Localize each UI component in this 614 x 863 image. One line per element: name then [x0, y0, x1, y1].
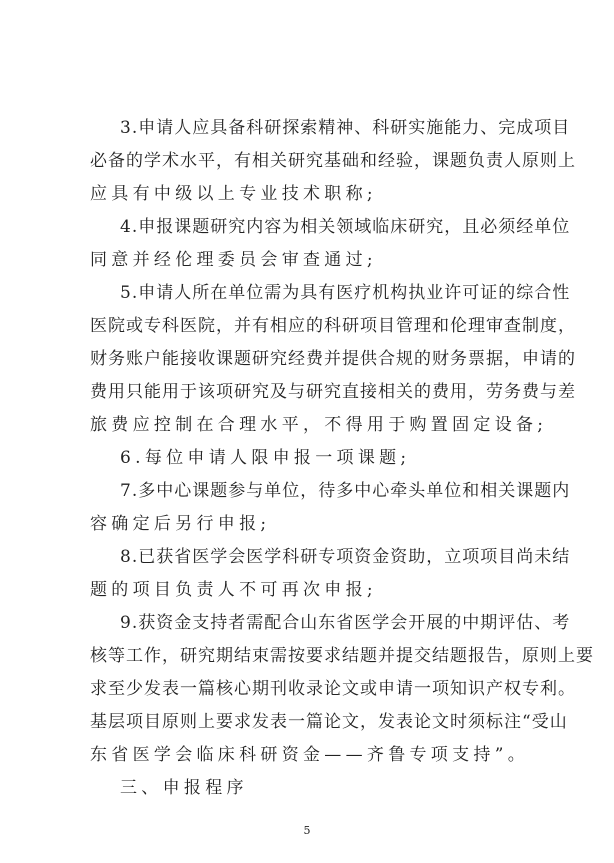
text-line: 东省医学会临床科研资金——齐鲁专项支持”。 — [90, 745, 529, 765]
text-line: 费用只能用于该项研究及与研究直接相关的费用，劳务费与差 — [90, 382, 576, 402]
text-line: 必备的学术水平，有相关研究基础和经验，课题负责人原则上 — [90, 151, 576, 171]
text-line: 5.申请人所在单位需为具有医疗机构执业许可证的综合性 — [120, 283, 571, 303]
text-line: 题的项目负责人不可再次申报; — [90, 580, 377, 600]
text-line: 6.每位申请人限申报一项课题; — [120, 448, 411, 468]
text-line: 旅费应控制在合理水平，不得用于购置固定设备; — [90, 415, 548, 435]
page-number: 5 — [303, 824, 311, 837]
text-line: 容确定后另行申报; — [90, 514, 271, 534]
text-line: 8.已获省医学会医学科研专项资金资助，立项项目尚未结 — [120, 547, 571, 567]
text-line: 3.申请人应具备科研探索精神、科研实施能力、完成项目 — [120, 118, 571, 138]
text-line: 7.多中心课题参与单位，待多中心牵头单位和相关课题内 — [120, 481, 571, 501]
text-line: 4.申报课题研究内容为相关领域临床研究，且必须经单位 — [120, 217, 571, 237]
text-line: 核等工作，研究期结束需按要求结题并提交结题报告，原则上要 — [90, 646, 594, 666]
text-line: 基层项目原则上要求发表一篇论文，发表论文时须标注“受山 — [90, 712, 568, 732]
text-line: 医院或专科医院，并有相应的科研项目管理和伦理审查制度， — [90, 316, 576, 336]
text-line: 求至少发表一篇核心期刊收录论文或申请一项知识产权专利。 — [90, 679, 576, 699]
text-line: 三、申报程序 — [120, 778, 248, 798]
text-line: 应具有中级以上专业技术职称; — [90, 184, 377, 204]
text-line: 财务账户能接收课题研究经费并提供合规的财务票据，申请的 — [90, 349, 576, 369]
text-line: 9.获资金支持者需配合山东省医学会开展的中期评估、考 — [120, 613, 571, 633]
text-line: 同意并经伦理委员会审查通过; — [90, 250, 377, 270]
